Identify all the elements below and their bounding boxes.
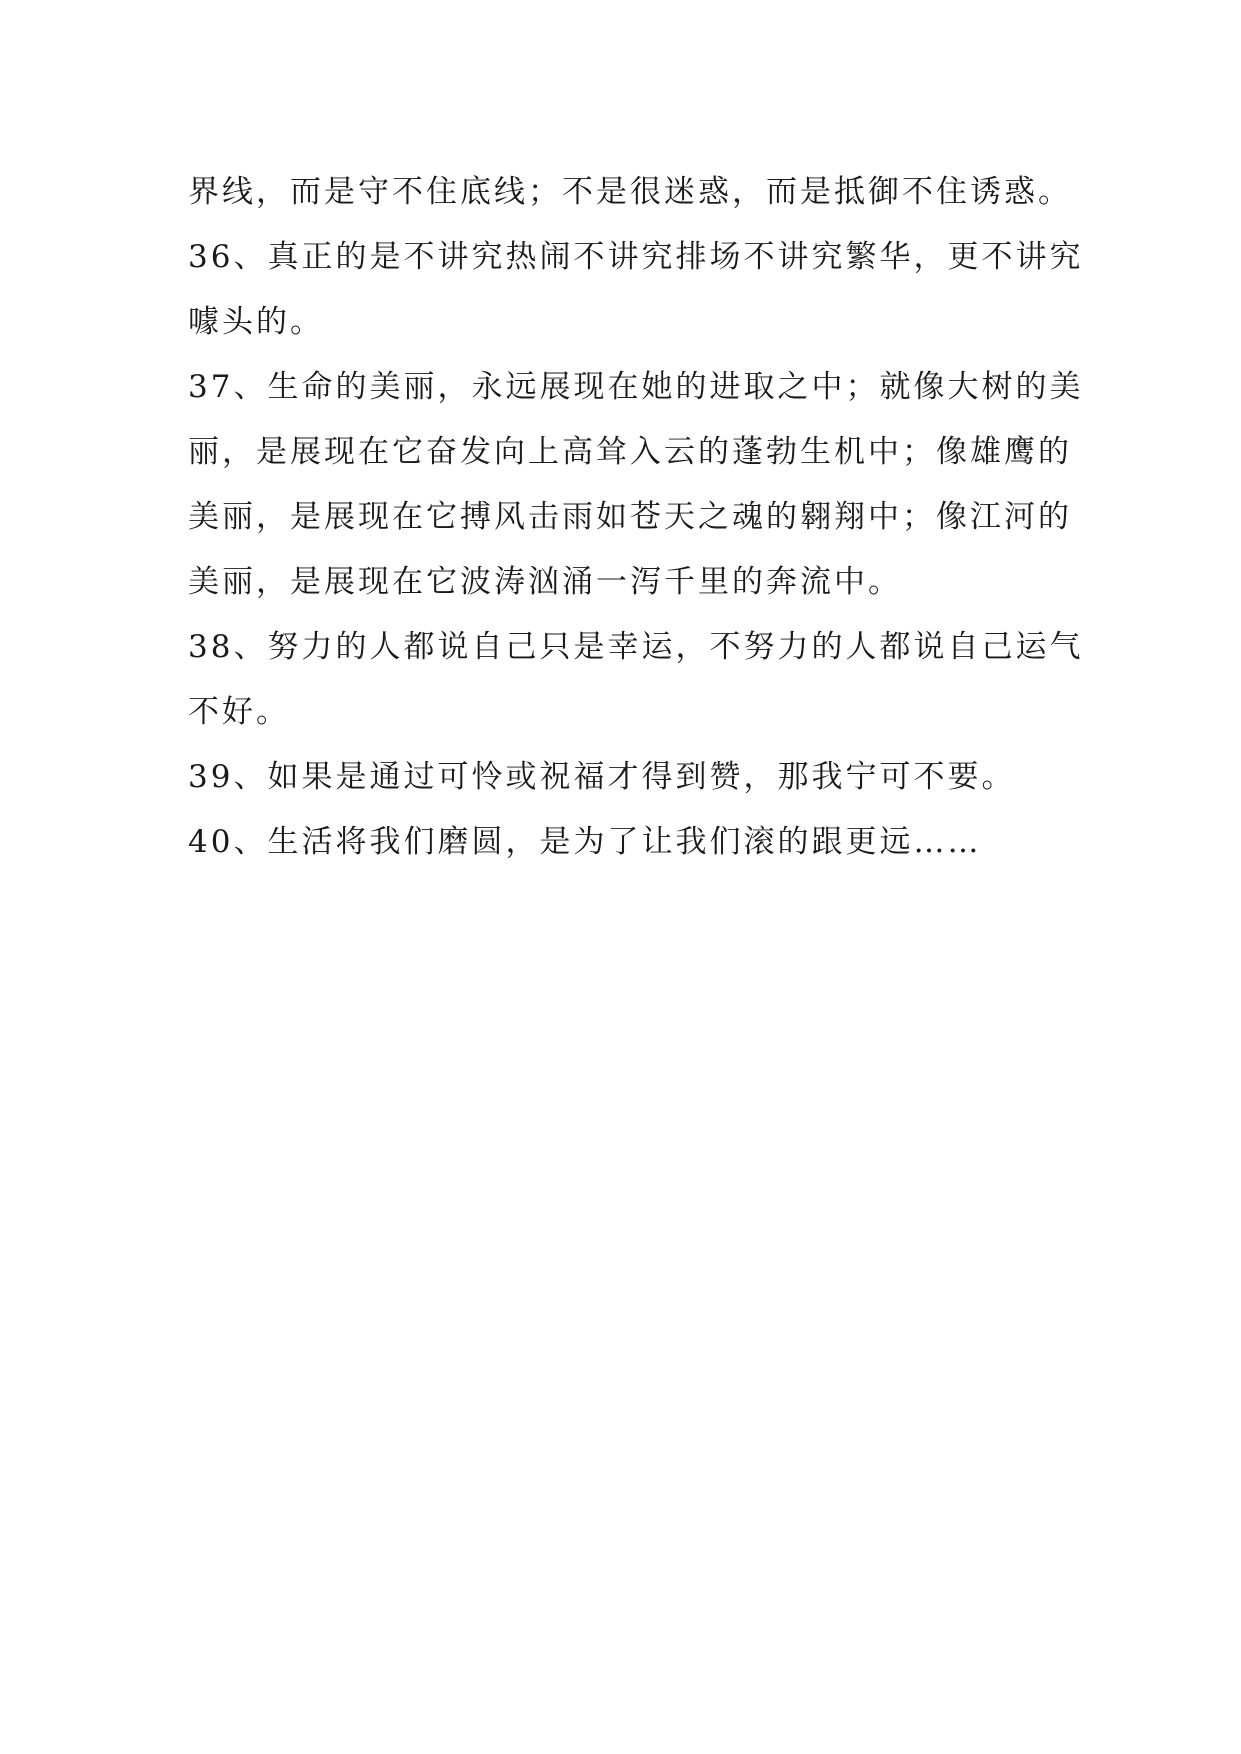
text-line: 噱头的。 — [188, 304, 324, 340]
document-body — [188, 160, 1084, 875]
text-line: 36、真正的是不讲究热闹不讲究排场不讲究繁华，更不讲究 — [188, 239, 1084, 275]
text-line: 丽，是展现在它奋发向上高耸入云的蓬勃生机中；像雄鹰的 — [188, 434, 1072, 470]
text-line: 40、生活将我们磨圆，是为了让我们滚的跟更远…… — [188, 824, 982, 860]
text-line: 界线，而是守不住底线；不是很迷惑，而是抵御不住诱惑。 — [188, 174, 1072, 210]
text-line: 美丽，是展现在它搏风击雨如苍天之魂的翱翔中；像江河的 — [188, 499, 1072, 535]
text-line: 37、生命的美丽，永远展现在她的进取之中；就像大树的美 — [188, 369, 1084, 405]
text-line: 38、努力的人都说自己只是幸运，不努力的人都说自己运气 — [188, 629, 1084, 665]
text-line: 不好。 — [188, 694, 290, 730]
text-line: 39、如果是通过可怜或祝福才得到赞，那我宁可不要。 — [188, 759, 1016, 795]
text-line: 美丽，是展现在它波涛汹涌一泻千里的奔流中。 — [188, 564, 902, 600]
